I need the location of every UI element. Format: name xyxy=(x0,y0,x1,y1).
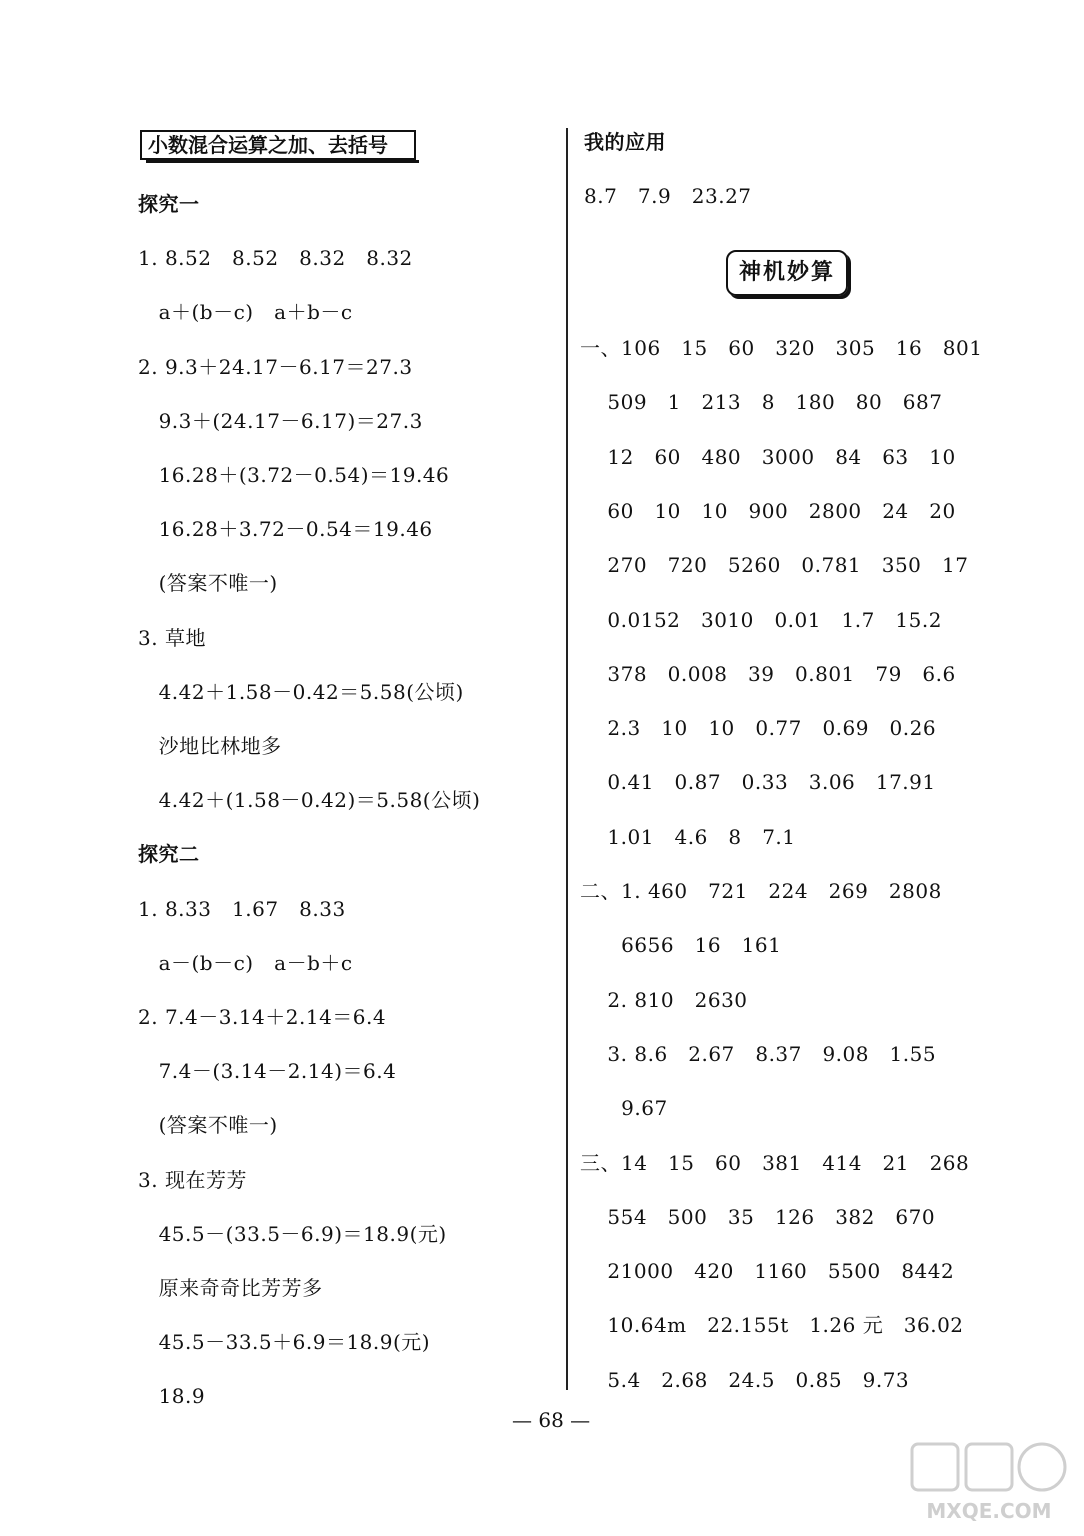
answer-line: 18.9 xyxy=(138,1384,206,1409)
answer-line: 9.67 xyxy=(580,1096,668,1121)
section-title-text: 小数混合运算之加、去括号 xyxy=(148,133,388,157)
column-divider xyxy=(566,128,568,1390)
answer-line: 我的应用 xyxy=(584,130,666,154)
page-number: — 68 — xyxy=(512,1408,591,1432)
answer-line: 21000 420 1160 5500 8442 xyxy=(580,1259,955,1284)
answer-line: 二、1. 460 721 224 269 2808 xyxy=(580,879,942,903)
section-title xyxy=(140,130,416,160)
answer-line: 554 500 35 126 382 670 xyxy=(580,1204,936,1229)
answer-line: 9.3＋(24.17－6.17)＝27.3 xyxy=(138,408,423,433)
svg-text:MXQE.COM: MXQE.COM xyxy=(926,1499,1052,1523)
answer-line: 1. 8.33 1.67 8.33 xyxy=(138,896,346,921)
answer-line: 三、14 15 60 381 414 21 268 xyxy=(580,1150,970,1175)
answer-line: 5.4 2.68 24.5 0.85 9.73 xyxy=(580,1367,910,1392)
answer-line: 探究二 xyxy=(138,842,200,867)
answer-line: a＋(b－c) a＋b－c xyxy=(138,300,353,325)
answer-line: 16.28＋(3.72－0.54)＝19.46 xyxy=(138,463,450,487)
answer-line: 1.01 4.6 8 7.1 xyxy=(580,824,796,849)
answer-line: 0.41 0.87 0.33 3.06 17.91 xyxy=(580,770,936,795)
answer-line: 2. 810 2630 xyxy=(580,987,748,1012)
answer-line: 60 10 10 900 2800 24 20 xyxy=(580,498,956,523)
answer-line: 45.5－(33.5－6.9)＝18.9(元) xyxy=(138,1221,447,1246)
answer-line: 0.0152 3010 0.01 1.7 15.2 xyxy=(580,607,942,632)
answer-line: 8.7 7.9 23.27 xyxy=(584,184,752,208)
answer-line: 一、106 15 60 320 305 16 801 xyxy=(580,336,983,360)
answer-line: 2. 7.4－3.14＋2.14＝6.4 xyxy=(138,1005,387,1029)
answer-line: 沙地比林地多 xyxy=(138,734,282,758)
answer-line: (答案不唯一) xyxy=(138,571,278,596)
answer-line: 探究一 xyxy=(138,192,200,216)
answer-line: 4.42＋(1.58－0.42)＝5.58(公顷) xyxy=(138,788,481,813)
box-title: 神机妙算 xyxy=(726,250,848,296)
answer-line: 378 0.008 39 0.801 79 6.6 xyxy=(580,661,956,686)
answer-line: 10.64m 22.155t 1.26 元 36.02 xyxy=(580,1313,964,1338)
answer-line: 4.42＋1.58－0.42＝5.58(公顷) xyxy=(138,679,464,704)
answer-line: 3. 草地 xyxy=(138,625,206,650)
answer-line: 509 1 213 8 180 80 687 xyxy=(580,390,943,415)
answer-line: 7.4－(3.14－2.14)＝6.4 xyxy=(138,1059,397,1084)
answer-line: 12 60 480 3000 84 63 10 xyxy=(580,444,956,469)
answer-line: 3. 8.6 2.67 8.37 9.08 1.55 xyxy=(580,1041,937,1066)
answer-line: (答案不唯一) xyxy=(138,1113,278,1138)
title-shadow xyxy=(146,160,419,163)
answer-line: 原来奇奇比芳芳多 xyxy=(138,1276,323,1300)
answer-line: 16.28＋3.72－0.54＝19.46 xyxy=(138,517,433,542)
answer-line: 2.3 10 10 0.77 0.69 0.26 xyxy=(580,716,937,741)
answer-line: 3. 现在芳芳 xyxy=(138,1167,247,1192)
answer-line: a－(b－c) a－b＋c xyxy=(138,950,353,975)
answer-line: 2. 9.3＋24.17－6.17＝27.3 xyxy=(138,354,413,379)
answer-line: 270 720 5260 0.781 350 17 xyxy=(580,553,969,578)
answer-line: 1. 8.52 8.52 8.32 8.32 xyxy=(138,246,413,271)
answer-line: 6656 16 161 xyxy=(580,933,782,958)
answer-line: 45.5－33.5＋6.9＝18.9(元) xyxy=(138,1330,431,1355)
watermark-logo xyxy=(904,1438,1074,1528)
